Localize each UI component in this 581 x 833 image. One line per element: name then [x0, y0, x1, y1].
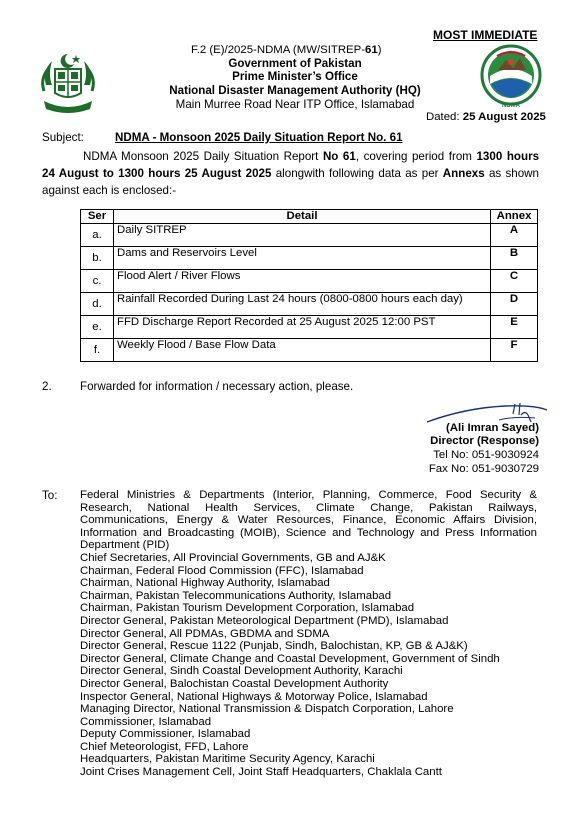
para2-text: Forwarded for information / necessary action, please. — [80, 380, 354, 393]
list-item: Chairman, Federal Flood Commission (FFC), Islamabad — [80, 564, 364, 577]
intro-period: 1300 hours 24 August to 1300 hours 25 August 2025 — [42, 150, 540, 180]
intro-text-3: alongwith following data as per — [271, 167, 443, 180]
row-annex: B — [491, 247, 538, 270]
list-item: Director General, Pakistan Meteorological Department (PMD), Islamabad — [80, 614, 449, 627]
list-item: Joint Crises Management Cell, Joint Staff Headquarters, Chaklala Cantt — [80, 766, 442, 779]
subject-text: NDMA - Monsoon 2025 Daily Situation Report No. 61 — [115, 131, 403, 144]
recipients-list — [80, 489, 537, 779]
signatory-fax: Fax No: 051-9030729 — [428, 463, 539, 475]
row-detail: Daily SITREP — [114, 224, 491, 247]
table-row — [81, 316, 538, 339]
list-item: Commissioner, Islamabad — [80, 715, 212, 728]
row-annex: F — [491, 339, 538, 362]
header-ndma: National Disaster Management Authority (HQ) — [169, 84, 421, 97]
list-item: Federal Ministries & Departments (Interior, Planning, Commerce, Food Security & Research, National Health Services, Climate Change, Pakistan Railways, Communications, Energy & Water Resources, Finance, Economic Affairs Division, Information and Broadcasting (MOIB), Science and Technology and Press Information Department (PID) — [80, 489, 537, 552]
list-item: Director General, All PDMAs, GBDMA and SDMA — [80, 627, 330, 640]
file-reference — [191, 44, 382, 56]
row-ser: d. — [81, 293, 114, 316]
para2-number: 2. — [42, 380, 52, 393]
row-detail: FFD Discharge Report Recorded at 25 August 2025 12:00 PST — [114, 316, 491, 339]
intro-text-1: NDMA Monsoon 2025 Daily Situation Report — [83, 150, 323, 163]
list-item: Managing Director, National Transmission & Dispatch Corporation, Lahore — [80, 703, 454, 716]
table-header-row — [81, 210, 538, 224]
list-item: Chairman, Pakistan Tourism Development Corporation, Islamabad — [80, 602, 415, 615]
to-label: To: — [42, 489, 58, 502]
header-government: Government of Pakistan — [228, 57, 362, 70]
list-item: Director General, Rescue 1122 (Punjab, Sindh, Balochistan, KP, GB & AJ&K) — [80, 640, 468, 653]
list-item: Director General, Sindh Coastal Development Authority, Karachi — [80, 665, 403, 678]
table-row — [81, 270, 538, 293]
list-item: Director General, Balochistan Coastal Development Authority — [80, 677, 389, 690]
list-item: Chief Secretaries, All Provincial Governments, GB and AJ&K — [80, 551, 386, 564]
list-item: Chief Meteorologist, FFD, Lahore — [80, 740, 249, 753]
table-row — [81, 293, 538, 316]
dated-label: Dated: — [426, 111, 460, 123]
ref-suffix: ) — [377, 44, 382, 56]
row-ser: f. — [81, 339, 114, 362]
row-ser: c. — [81, 270, 114, 293]
signatory-tel: Tel No: 051-9030924 — [433, 449, 539, 461]
row-annex: C — [491, 270, 538, 293]
row-detail: Flood Alert / River Flows — [114, 270, 491, 293]
list-item: Inspector General, National Highways & Motorway Police, Islamabad — [80, 690, 428, 703]
table-row — [81, 339, 538, 362]
row-annex: A — [491, 224, 538, 247]
col-detail-header: Detail — [114, 210, 491, 224]
row-detail: Weekly Flood / Base Flow Data — [114, 339, 491, 362]
subject-label: Subject: — [42, 131, 84, 144]
list-item: Director General, Climate Change and Coastal Development, Government of Sindh — [80, 652, 500, 665]
priority-label: MOST IMMEDIATE — [433, 28, 538, 42]
header-address: Main Murree Road Near ITP Office, Islamabad — [175, 98, 415, 111]
row-ser: a. — [81, 224, 114, 247]
intro-annexs: Annexs — [442, 167, 485, 180]
ref-number: 61 — [365, 44, 378, 56]
ndma-logo-icon — [480, 44, 542, 110]
table-row — [81, 224, 538, 247]
signatory-designation: Director (Response) — [430, 435, 539, 447]
col-ser-header: Ser — [81, 210, 114, 224]
intro-paragraph — [42, 148, 539, 199]
row-annex: E — [491, 316, 538, 339]
dated-value: 25 August 2025 — [462, 111, 546, 123]
table-row — [81, 247, 538, 270]
intro-text-4: as shown against each is enclosed:- — [42, 167, 539, 197]
row-detail: Dams and Reservoirs Level — [114, 247, 491, 270]
pakistan-emblem-icon — [38, 51, 98, 115]
row-detail: Rainfall Recorded During Last 24 hours (0800-0800 hours each day) — [114, 293, 491, 316]
ref-prefix: F.2 (E)/2025-NDMA (MW/SITREP- — [191, 44, 366, 56]
list-item: Deputy Commissioner, Islamabad — [80, 728, 251, 741]
annex-table — [80, 209, 538, 362]
row-annex: D — [491, 293, 538, 316]
ndma-logo-caption: NDMA — [502, 103, 520, 109]
intro-text-2: , covering period from — [355, 150, 477, 163]
list-item: Chairman, Pakistan Telecommunications Authority, Islamabad — [80, 589, 392, 602]
row-ser: b. — [81, 247, 114, 270]
row-ser: e. — [81, 316, 114, 339]
list-item: Chairman, National Highway Authority, Islamabad — [80, 577, 330, 590]
document-date — [426, 111, 546, 123]
signatory-name: (Ali Imran Sayed) — [445, 422, 539, 434]
intro-report-number: No 61 — [322, 150, 356, 163]
col-annex-header: Annex — [491, 210, 538, 224]
list-item: Headquarters, Pakistan Maritime Security Agency, Karachi — [80, 753, 375, 766]
header-pm-office: Prime Minister’s Office — [232, 70, 358, 83]
